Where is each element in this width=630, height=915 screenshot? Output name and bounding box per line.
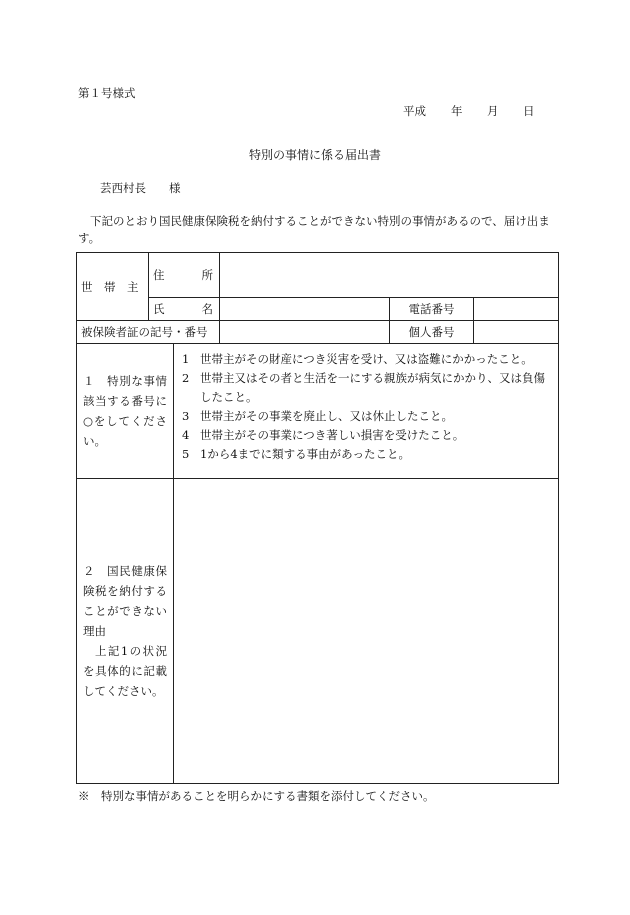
document-title: 特別の事情に係る届出書 (248, 148, 381, 162)
reason-item[interactable]: 3 世帯主がその事業を廃止し、又は休止したこと。 (182, 409, 453, 423)
date-month: 月 (487, 104, 499, 118)
reason-detail-field[interactable] (174, 479, 559, 784)
date-day: 日 (523, 104, 535, 118)
section2-label: ２ 国民健康保険税を納付することができない理由 上記1の状況を具体的に記載してください。 (77, 479, 174, 784)
name-label: 氏 名 (149, 298, 220, 321)
reason-item[interactable]: 1 世帯主がその財産につき災害を受け、又は盗難にかかったこと。 (182, 352, 533, 366)
address-field[interactable] (220, 253, 559, 298)
insured-card-label: 被保険者証の記号・番号 (77, 321, 220, 344)
phone-label: 電話番号 (390, 298, 474, 321)
form-number: 第１号様式 (78, 86, 136, 100)
personal-number-label: 個人番号 (390, 321, 474, 344)
date-year: 年 (451, 104, 463, 118)
addressee: 芸西村長 様 (100, 181, 181, 195)
reason-item[interactable]: 5 1から4までに類する事由があったこと。 (182, 447, 411, 461)
reason-item[interactable]: 4 世帯主がその事業につき著しい損害を受けたこと。 (182, 428, 465, 442)
personal-number-field[interactable] (474, 321, 559, 344)
section1-label: １ 特別な事情該当する番号に○をしてください。 (77, 344, 174, 479)
reasons-cell[interactable] (174, 344, 559, 479)
notification-form (76, 252, 559, 784)
phone-field[interactable] (474, 298, 559, 321)
address-label: 住 所 (149, 253, 220, 298)
intro-text: 下記のとおり国民健康保険税を納付することができない特別の事情があるので、届け出ます。 (78, 214, 550, 245)
household-head-label: 世 帯 主 (77, 253, 149, 321)
footnote: ※ 特別な事情があることを明らかにする書類を添付してください。 (78, 789, 435, 803)
reasons-list (174, 344, 558, 468)
name-field[interactable] (220, 298, 390, 321)
date-era: 平成 (403, 104, 426, 118)
insured-card-field[interactable] (220, 321, 390, 344)
reason-item[interactable]: 2 世帯主又はその者と生活を一にする親族が病気にかかり、又は負傷したこと。 (182, 371, 545, 404)
